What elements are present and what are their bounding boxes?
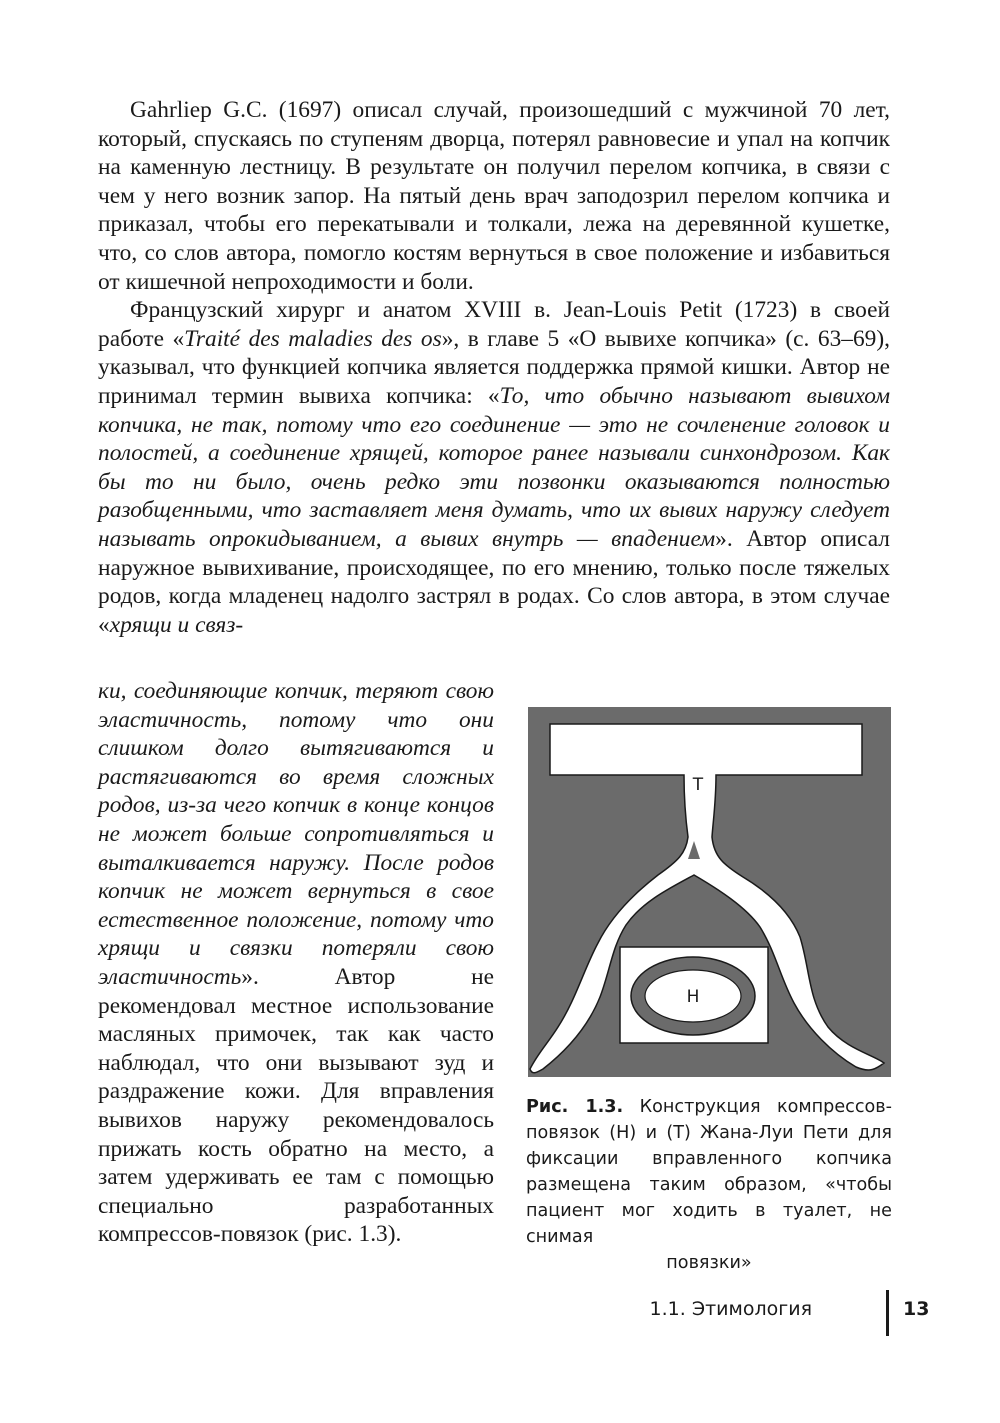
wrapped-text-normal: ». Автор не рекомендовал местное использование масляных примочек, так как часто наблюдал, что они вызывают зуд и раздражение кожи. Для вправления вывихов наружу рекомендовалось прижать кость обратно на место, а затем удерживать ее там с помощью специально разработанных компрессов-повязок (рис. 1.3). bbox=[98, 963, 494, 1248]
page-number: 13 bbox=[903, 1298, 930, 1320]
label-t: Т bbox=[692, 775, 704, 795]
main-text bbox=[98, 96, 890, 639]
quote-1: То, что обычно называют вывихом копчика, не так, потому что его соединение — это не сочленение головок и полостей, а соединение хрящей, которое ранее называли синхондрозом. Как бы то ни было, очень редко эти позвонки оказываются полностью разобщенными, что заставляет меня думать, что их вывих наружу следует называть опрокидыванием, а вывих внутрь — впадением bbox=[98, 382, 890, 552]
book-title: Traité des maladies des os bbox=[184, 325, 442, 352]
figure-1-3 bbox=[528, 707, 891, 1077]
paragraph-2-text-3: ». Автор описал наружное вывихивание, происходящее, по его мнению, только после тяжелых родов, когда младенец надолго застрял в родах. Со слов автора, в этом случае « bbox=[98, 525, 890, 638]
figure-caption bbox=[526, 1094, 892, 1276]
paragraph-2-text-1: Французский хирург и анатом XVIII в. Jean-Louis Petit (1723) в своей работе « bbox=[98, 297, 890, 352]
page-footer bbox=[649, 1290, 940, 1336]
compress-bandage-diagram bbox=[528, 707, 891, 1077]
paragraph-2-text-2: », в главе 5 «О вывихе копчика» (с. 63–69), указывал, что функцией копчика является поддержка прямой кишки. Автор не принимал термин вывиха копчика: « bbox=[98, 325, 891, 409]
caption-text: Конструкция компрессов-повязок (Н) и (Т) Жана-Луи Пети для фиксации вправленного копчика размещена таким образом, «чтобы пациент мог ходить в туалет, не снимая bbox=[526, 1097, 892, 1247]
label-h: Н bbox=[686, 987, 700, 1007]
wrapped-text-column bbox=[98, 677, 494, 1249]
quote-2-continued: ки, соединяющие копчик, теряют свою эластичность, потому что они слишком долго вытягиваются и растягиваются во время сложных родов, из-за чего копчик в конце концов не может больше сопротивляться и выталкивается наружу. После родов копчик не может вернуться в свое естественное положение, потому что хрящи и связки потеряли свою эластичность bbox=[98, 678, 494, 990]
footer-divider bbox=[886, 1290, 889, 1336]
caption-label: Рис. 1.3. bbox=[526, 1097, 624, 1117]
paragraph-2 bbox=[98, 296, 890, 639]
caption-last-line: повязки» bbox=[666, 1253, 752, 1273]
paragraph-1: Gahrliep G.C. (1697) описал случай, произошедший с мужчиной 70 лет, который, спускаясь по ступеням дворца, потерял равновесие и упал на копчик на каменную лестницу. В результате он получил перелом копчика, в связи с чем у него возник запор. На пятый день врач заподозрил перелом копчика и приказал, чтобы его перекатывали и толкали, лежа на деревянной кушетке, что, со слов автора, помогло костям вернуться в свое положение и избавиться от кишечной непроходимости и боли. bbox=[98, 97, 890, 295]
running-title: 1.1. Этимология bbox=[649, 1298, 812, 1320]
quote-2-start: хрящи и связ- bbox=[109, 611, 244, 638]
